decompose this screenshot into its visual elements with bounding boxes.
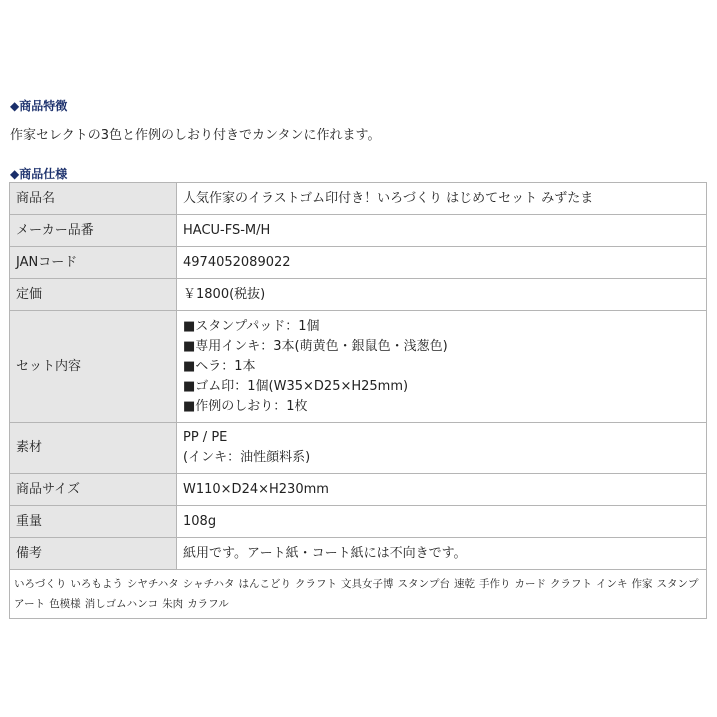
spec-row-notes bbox=[10, 538, 707, 570]
features-text: 作家セレクトの3色と作例のしおり付きでカンタンに作れます。 bbox=[10, 128, 381, 143]
tag-item: 色模様 bbox=[49, 598, 81, 610]
spec-label: 備考 bbox=[10, 538, 177, 570]
spec-label: JANコード bbox=[10, 247, 177, 279]
tag-item: インキ bbox=[595, 578, 628, 590]
spec-value bbox=[177, 311, 707, 423]
spec-label: 重量 bbox=[10, 506, 177, 538]
spec-row-size bbox=[10, 474, 707, 506]
spec-value: ￥1800(税抜) bbox=[177, 279, 707, 311]
spec-heading: ◆商品仕様 bbox=[10, 167, 68, 181]
tag-item: はんこどり bbox=[238, 578, 291, 590]
spec-row-contents bbox=[10, 311, 707, 423]
contents-line: ■作例のしおり：1枚 bbox=[183, 398, 308, 414]
contents-line: ■スタンプパッド：1個 bbox=[183, 318, 320, 334]
tag-item: いろづくり bbox=[14, 578, 67, 590]
contents-line: ■ヘラ：1本 bbox=[183, 358, 256, 374]
tag-item: 手作り bbox=[478, 578, 511, 590]
spec-label: 素材 bbox=[10, 423, 177, 474]
features-heading: ◆商品特徴 bbox=[10, 99, 68, 113]
spec-value: 4974052089022 bbox=[177, 247, 707, 279]
tag-item: クラフト bbox=[294, 578, 337, 590]
spec-row-weight bbox=[10, 506, 707, 538]
spec-label: セット内容 bbox=[10, 311, 177, 423]
tag-item: クラフト bbox=[549, 578, 592, 590]
spec-value: W110×D24×H230mm bbox=[177, 474, 707, 506]
spec-label: メーカー品番 bbox=[10, 215, 177, 247]
tag-item: 消しゴムハンコ bbox=[84, 598, 159, 610]
tag-item: 速乾 bbox=[453, 578, 475, 590]
spec-value bbox=[177, 423, 707, 474]
tag-item: いろもよう bbox=[70, 578, 123, 590]
tag-item: スタンプ台 bbox=[397, 578, 450, 590]
tag-list bbox=[10, 570, 707, 619]
tag-item: 作家 bbox=[631, 578, 653, 590]
material-line: PP / PE bbox=[183, 430, 228, 445]
spec-label: 商品名 bbox=[10, 183, 177, 215]
spec-value: HACU-FS-M/H bbox=[177, 215, 707, 247]
spec-row-material bbox=[10, 423, 707, 474]
spec-row-name bbox=[10, 183, 707, 215]
tag-item: カラフル bbox=[187, 598, 229, 610]
contents-line: ■ゴム印：1個(W35×D25×H25mm) bbox=[183, 378, 409, 394]
tag-item: 文具女子博 bbox=[340, 578, 394, 590]
spec-value: 人気作家のイラストゴム印付き！いろづくり はじめてセット みずたま bbox=[177, 183, 707, 215]
spec-table bbox=[9, 182, 707, 619]
tag-item: スタンプアート bbox=[14, 578, 699, 610]
spec-row-maker-code bbox=[10, 215, 707, 247]
tag-item: シャチハタ bbox=[182, 578, 235, 590]
spec-value: 紙用です。アート紙・コート紙には不向きです。 bbox=[177, 538, 707, 570]
spec-label: 商品サイズ bbox=[10, 474, 177, 506]
spec-row-jan bbox=[10, 247, 707, 279]
contents-line: ■専用インキ：3本(萌黄色・銀鼠色・浅葱色) bbox=[183, 338, 448, 354]
tag-item: カード bbox=[514, 578, 546, 590]
spec-row-tags bbox=[10, 570, 707, 619]
material-line: (インキ：油性顔料系) bbox=[183, 450, 311, 465]
spec-label: 定価 bbox=[10, 279, 177, 311]
tag-item: シヤチハタ bbox=[126, 578, 179, 590]
spec-value: 108g bbox=[177, 506, 707, 538]
spec-row-price bbox=[10, 279, 707, 311]
tag-item: 朱肉 bbox=[162, 598, 184, 610]
